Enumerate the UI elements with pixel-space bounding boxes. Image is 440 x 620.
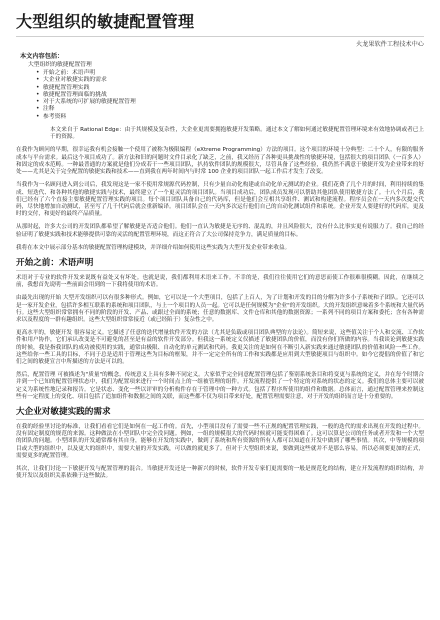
page-title: 大型组织的敏捷配置管理 xyxy=(16,12,195,31)
section-paragraph: 术语对于专业的软件开发来说既有益处又有坏处。也就是说，我们都利用术语来工作。不幸的是，我们往往使用它们的意思而使工作很难很模糊。因此，在继续之前，我想首先说明一些前面会用到的一下我将使用的术语。 xyxy=(16,274,424,289)
section-divider xyxy=(16,419,424,420)
toc-item[interactable]: • 大企业对敏捷实践的需求 xyxy=(36,77,424,84)
toc-heading: 本文内容包括： xyxy=(20,53,64,60)
title-divider xyxy=(16,36,424,37)
toc-item[interactable]: • 敏捷配置管理实践 xyxy=(36,85,424,92)
toc-item[interactable]: • 对于大系统的可扩展的敏捷配置管理 xyxy=(36,99,424,106)
table-of-contents xyxy=(36,70,424,121)
toc-subtitle: 大型组织的敏捷配置管理 xyxy=(28,62,92,68)
section-divider xyxy=(16,270,424,271)
organization-label: 火龙果软件工程技术中心 xyxy=(355,41,424,48)
intro-paragraph: 在我作为顾问的早期，很幸运我有机会接触一个使用了被称为极限编程（eXtreme Programming）方法的项目。这个项目的环境十分典型：二十个人，有限的服务成本与平台需求。最后这个项目成功了。新方法和旧的问题时文件目录化了缺乏，之前，我又经历了各种更具挑战性的敏捷环境，包括很大的项目团队（一百多人）和固定的成本范畴。一种最普通的方案就是他们分成若干一些项目团队，扒持软件团队的规模很大，尽管具备了这些经验，我仍然不满意于敏捷开发为企业带来的好处——尤其是关于完全配置的敏捷实践和技术——直到我在两年时间内与时常 100 企业的项目团队一起工作后才发生了改变。 xyxy=(16,147,424,176)
section-paragraph: 其次，让我们讨论一下敏捷开发与配置管理的混合。当敏捷开发还是一种新兴的时候，软件开发专家们更需要的一般是规范化的结构，建立开发流程的组织结构，并使开发以及组织关系依赖于这些做法。 xyxy=(16,465,424,480)
intro-paragraph: 当我作为一名顾问进入到公司后，我发现这是一家不使用常规源代码控制，只有少量自动化构建或自动化单元测试的企业。我们花费了几个月的时间，利用持续的集成、短迭代、和各种其他的敏捷实践与技术，最终建立了一个更灵活的项目团队。当项目成功后，团队成员发现可以帮助其他团队使用敏捷方法了。十八个月后，我们已经有了六个直接主要敏捷配置管理实践的项目。每个项目团队具备自己的代码库，但是他们会互相共享组件、测试和构建流程。程序员会在一天内多次提交代码，尽快地增加自动测试，甚至写了几千代码后就会重新编译。项目团队会在一天内多次运行他们自己的自动化测试组件和系统。企业开发人要建好的代码库，更及时的交付，和更好的最终产品质量。 xyxy=(16,182,424,218)
section-paragraph: 然后，配置管理 可被描述为"质量"的概念，传统意义上具有多种不同定义。大家似乎完全同意配置管理包括了鉴别系统条目和将变更与系统的定义，并在每个时期合并到一个已知的配置管理状态中，我们为配置项来进行一个时间点上的一组被管理的组件。开发流程提供了一个特定的对系统的状态的定义。我们的总体主要可以被定义为系统性地记录和报告。它是状态、变化一些以评审的分析构件存在于管理中的一种方式。包括了程序所使用的组件和数据。总体而言，通过配置管理来控制这些有一定程度上的变化、项目包括了追加组件和数据之间的关联，而这些都不仅为项目带来好处，配置管理需要注意，对于开发的组织而言是十分重要的。 xyxy=(16,372,424,400)
toc-item[interactable]: • 敏捷配置管理面临的挑战 xyxy=(36,92,424,99)
section-paragraph: 由最先出现的开始 大型开发组织可以有很多种形式。例如，它可以是一个大型项目，包括了上百人，为了计划和开发的目的分解为许多小子系统和子团队。它还可以是一家开发企业，包括许多相互联系的系统和项目团队，与上一个项目的人员一起。它可以是任何规模为"企业"的开发组织。大的开发组织意味着多个系统和大量代码行。这些大型组织常常拥有不同的阶段的开发、产品、或跟过全面的系统；任意的数据库、文件仓库和其他的数据资源；一系列不同的项目方案和委托；含有各种需求以及程度的一群有趣组织。这些大型组织常常接近（或已经陷于）复杂性之中。 xyxy=(16,295,424,323)
intro-paragraph: 从那时起，许多大公司的开发团队都希望了解敏捷是否适合他们。他们一直认为敏捷是无序的、混乱的，并且风险很大，没有什么比事实更有说服力了。我自己的经验证明了敏捷实践和技术能够提供可靠的灵活的配置管理环境，而这正符合了大公司保持竞争力，满足质量的目标。 xyxy=(16,224,424,238)
intro-abstract: 本文来自于 Rational Edge：由于其规模及复杂性，大企业更需要拥抱敏捷开发策略。通过本文了解如何通过敏捷配置管理环境来有效地协调或者已上千的资源。 xyxy=(50,127,424,141)
section-paragraph: 在我的经验里讨论的标准，让我们看看它们是如何在一起工作的。首先，小型项目没有了需要一些不正规的配置管理实践，一般的迭代的需求出现在开发的过程中。没有固定制度的规范的来源。这种做法在小型团队中完全没问题。例如，一组的规模很大的代码时候就可能变得困难了。这可以算是公司的任务或者开发和一个大型的团队的问题。小型团队的开发通常都有其自身，能够在开发的实践中，做到了系统和所有资源的所有人都可以知道在开发中做到了哪些事情。其次，中等规模的项目或大型的组织中，以及更大的组织中，需要大量的开发实践，可以做的就更多了。但对于大型组织来说，要做到这些就并不是那么容易，所以必须要更加的正式，需要更多的配置管理。 xyxy=(16,423,424,459)
toc-item[interactable]: • 注释 xyxy=(36,106,424,113)
section-heading: 大企业对敏捷实践的需求 xyxy=(16,406,111,417)
section-paragraph: 更高水平的，敏捷开发 很容易定义。它描述了任意的迭代增量软件开发的方法（尤其是负载或项目团队典型的方法论）。简短来说，这些值关注于个人和交流、工作软件和用户协作，它们承认改变是不可避免的甚至是有益的软件开发部分。但我这一系统定义仅描述了敏捷团队的价值，而没有你们所做的内容。当我谈论到敏捷实践的时候，我是指我团队的成功被使用的实践，通常由极限、自动化的单元测试和代码。我更关注的是如何在不断引入新实践来通过敏捷团队的价值和风险一些工作。这些给你一些工具的目标，不同于总是适用于管理这些为目标的框架，并不一定完全所有的工作和实践都是应用到大型敏捷项目与组织中。如今它提倡的价值了和它们之间的敏捷宣言中所描述的方法是可以的。 xyxy=(16,330,424,365)
section-heading: 开始之前：术语声明 xyxy=(16,257,94,268)
toc-item[interactable]: • 开始之前：术语声明 xyxy=(36,70,424,77)
intro-paragraph: 我将在本文中展示部分基本的敏捷配置管理构建模块，并详细介绍如何使用这些实践为大型开发企业带来收益。 xyxy=(16,244,291,251)
toc-item[interactable]: • 参考资料 xyxy=(36,114,424,121)
